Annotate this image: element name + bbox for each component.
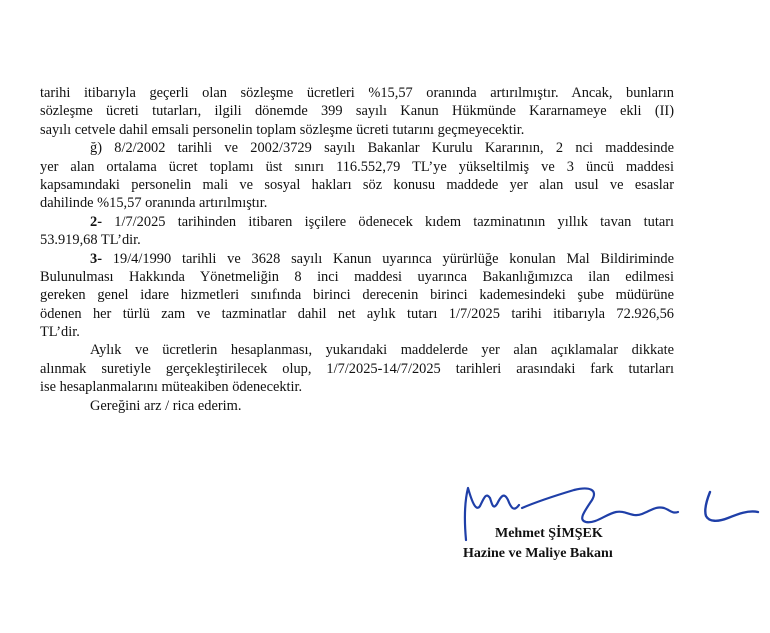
paragraph-continuation: [40, 84, 674, 139]
text-line: alınmak suretiyle gerçekleştirilecek olup, 1/7/2025-14/7/2025 tarihleri arasındaki fark tutarları: [40, 360, 674, 377]
text-line: yer alan ortalama ücret toplamı üst sınırı 116.552,79 TL’ye yükseltilmiş ve 3 üncü maddesi: [40, 158, 674, 175]
signature-stroke: [522, 488, 678, 522]
signature-stroke: [705, 492, 758, 521]
text-line: sözleşme ücreti tutarları, ilgili dönemde 399 sayılı Kanun Hükmünde Kararnameye ekli (II): [40, 103, 674, 120]
text-line: dahilinde %15,57 oranında artırılmıştır.: [40, 195, 268, 212]
text-line: Bulunulması Hakkında Yönetmeliğin 8 inci maddesi uyarınca Bakanlığımızca ilan edilmesi: [40, 268, 674, 285]
signatory-title: Hazine ve Maliye Bakanı: [463, 546, 613, 561]
text-line: 53.919,68 TL’dir.: [40, 232, 141, 249]
text-line-content: 1/7/2025 tarihinden itibaren işçilere ödenecek kıdem tazminatının yıllık tavan tutarı: [114, 213, 674, 230]
text-line: kapsamındaki personelin mali ve sosyal hakları söz konusu maddede yer alan usul ve esaslar: [40, 176, 674, 193]
signatory-name: Mehmet ŞİMŞEK: [495, 526, 603, 541]
text-line: ödenen her türlü zam ve tazminatlar dahil net aylık tutarı 1/7/2025 tarihi itibarıyla 72.926,56: [40, 305, 674, 322]
article-number: 3-: [90, 250, 102, 267]
text-line: sayılı cetvele dahil emsali personelin toplam sözleşme ücreti tutarını geçmeyecektir.: [40, 121, 525, 138]
paragraph-calculation: [40, 341, 674, 396]
article-number: 2-: [90, 213, 102, 230]
text-line-content: 19/4/1990 tarihli ve 3628 sayılı Kanun uyarınca yürürlüğe konulan Mal Bildiriminde: [112, 250, 674, 267]
text-line: [40, 213, 674, 231]
paragraph-item-g: [40, 139, 674, 213]
text-line: [40, 250, 674, 268]
paragraph-article-3: [40, 250, 674, 342]
text-line: gereken genel idare hizmetleri sınıfında birinci derecenin birinci kademesindeki şube müdürüne: [40, 287, 674, 304]
text-line: TL’dir.: [40, 324, 80, 341]
text-line: tarihi itibarıyla geçerli olan sözleşme ücretleri %15,57 oranında artırılmıştır. Ancak, bunların: [40, 85, 674, 101]
paragraph-closing: [40, 397, 674, 415]
text-line: Gereğini arz / rica ederim.: [90, 397, 242, 414]
text-line: Aylık ve ücretlerin hesaplanması, yukarıdaki maddelerde yer alan açıklamalar dikkate: [90, 342, 674, 359]
text-line: ğ) 8/2/2002 tarihli ve 2002/3729 sayılı Bakanlar Kurulu Kararının, 2 nci maddesinde: [90, 140, 674, 157]
paragraph-article-2: [40, 213, 674, 250]
text-line: ise hesaplanmalarını müteakiben ödenecektir.: [40, 379, 303, 396]
document-body: [40, 84, 674, 415]
